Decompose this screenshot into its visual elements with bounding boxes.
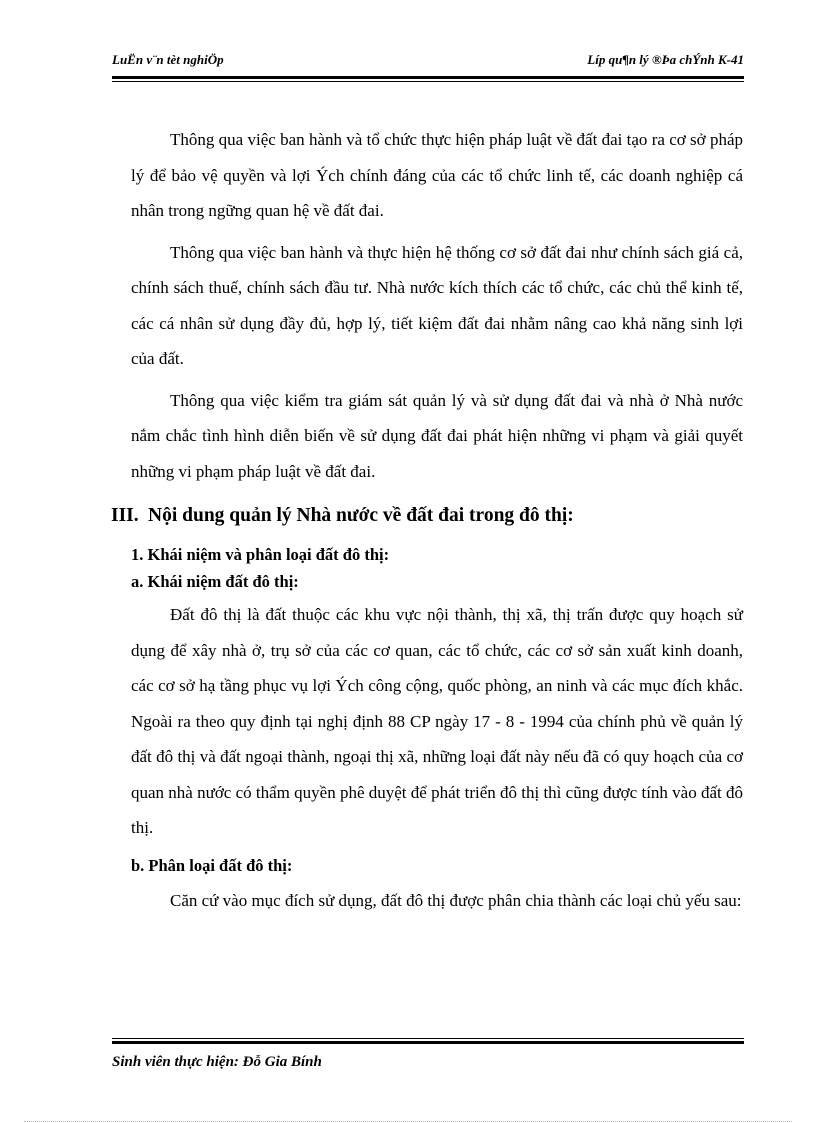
- section-title: Nội dung quản lý Nhà nước về đất đai trong đô thị:: [148, 505, 574, 526]
- page-content: [111, 122, 743, 924]
- paragraph: Đất đô thị là đất thuộc các khu vực nội thành, thị xã, thị trấn được quy hoạch sử dụng để xây nhà ở, trụ sở của các cơ quan, các tổ chức, các cơ sở sản xuất kinh doanh, các cơ sở hạ tầng phục vụ lợi Ých công cộng, quốc phòng, an ninh và các mục đích khắc. Ngoài ra theo quy định tại nghị định 88 CP ngày 17 - 8 - 1994 của chính phủ về quản lý đất đô thị và đất ngoại thành, ngoại thị xã, những loại đất này nếu đã có quy hoạch của cơ quan nhà nước có thẩm quyền phê duyệt để phát triển đô thị thì cũng được tính vào đất đô thị.: [131, 605, 743, 837]
- paragraph: Thông qua việc kiểm tra giám sát quản lý và sử dụng đất đai và nhà ở Nhà nước nắm chắc tình hình diễn biến về sử dụng đất đai phát hiện những vi phạm và giải quyết những vi phạm pháp luật về đất đai.: [131, 390, 743, 481]
- page-edge-divider: [24, 1121, 792, 1122]
- subsection-heading: b. Phân loại đất đô thị:: [131, 855, 293, 875]
- section-heading: [111, 501, 743, 531]
- section-number: III.: [111, 505, 139, 526]
- paragraph: Thông qua việc ban hành và tổ chức thực hiện pháp luật về đất đai tạo ra cơ sở pháp lý để bảo vệ quyền và lợi Ých chính đáng của các tổ chức linh tế, các doanh nghiệp cá nhân trong ngững quan hệ về đất đai.: [131, 130, 743, 220]
- header-class-name: Líp qu¶n lý ®Þa chÝnh K-41: [587, 52, 744, 67]
- header-rule-thick: [112, 76, 744, 79]
- footer-rule-thick: [112, 1041, 744, 1044]
- page-header: [112, 50, 744, 72]
- subsection-heading: 1. Khái niệm và phân loại đất đô thị:: [131, 545, 390, 564]
- paragraph: Căn cứ vào mục đích sử dụng, đất đô thị được phân chia thành các loại chủ yếu sau:: [170, 890, 742, 910]
- footer-rule-thin: [112, 1038, 744, 1039]
- header-rule-thin: [112, 81, 744, 82]
- paragraph: Thông qua việc ban hành và thực hiện hệ thống cơ sở đất đai như chính sách giá cả, chính sách thuế, chính sách đầu tư. Nhà nước kích thích các tổ chức, các chủ thể kinh tế, các cá nhân sử dụng đầy đủ, hợp lý, tiết kiệm đất đai nhằm nâng cao khả năng sinh lợi của đất.: [131, 242, 743, 368]
- header-thesis-title: LuËn v¨n tèt nghiÖp: [112, 52, 224, 67]
- subsection-heading: a. Khái niệm đất đô thị:: [131, 572, 299, 591]
- footer-author: Sinh viên thực hiện: Đỗ Gia Bính: [112, 1054, 322, 1070]
